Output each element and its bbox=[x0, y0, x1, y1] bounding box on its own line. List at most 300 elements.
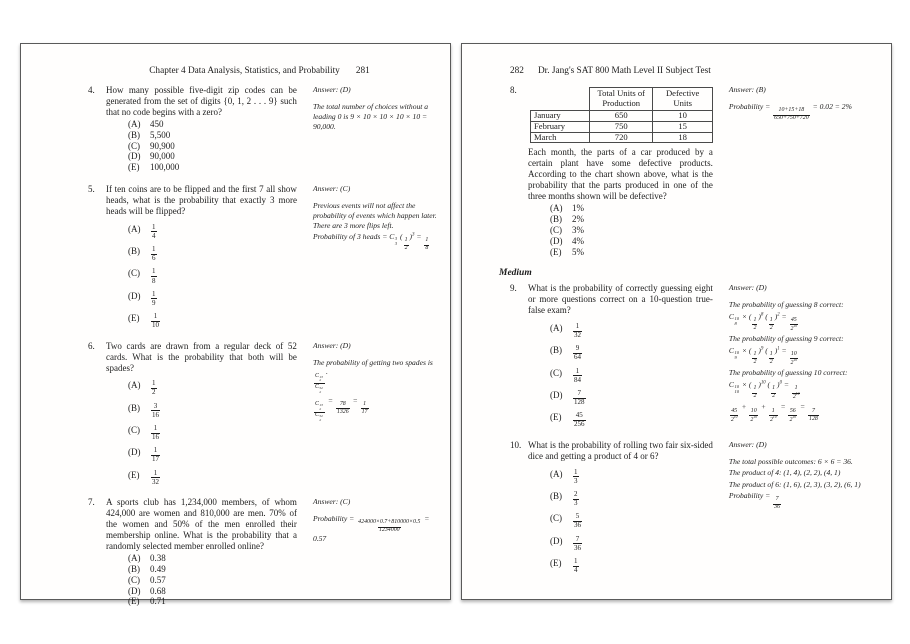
choice bbox=[128, 218, 297, 240]
choice-label: (D) bbox=[550, 390, 563, 401]
fraction-denominator: C 52 2 bbox=[314, 383, 323, 394]
choice-value bbox=[150, 375, 158, 397]
fraction-numerator: 1 bbox=[152, 379, 156, 388]
fraction-denominator: 3 bbox=[574, 476, 578, 485]
fraction-denominator: 8 bbox=[152, 276, 156, 285]
fraction-denominator: 2 bbox=[769, 324, 773, 331]
choice-label: (C) bbox=[128, 574, 140, 585]
table-cell: March bbox=[531, 132, 590, 143]
table-header-cell: Defective Units bbox=[653, 88, 712, 111]
choice bbox=[128, 240, 297, 262]
fraction bbox=[790, 352, 799, 367]
question-body bbox=[106, 341, 307, 487]
fraction-denominator: 36 bbox=[774, 504, 781, 511]
table-cell: 720 bbox=[590, 132, 653, 143]
choice-value: 0.57 bbox=[150, 574, 166, 585]
question-body bbox=[528, 85, 723, 257]
fraction-numerator: 1 bbox=[363, 400, 367, 407]
superscript: 10 bbox=[734, 316, 739, 322]
fraction-numerator: 1 bbox=[772, 385, 776, 392]
question-main bbox=[499, 440, 723, 575]
page-281 bbox=[20, 43, 451, 607]
fraction bbox=[404, 238, 409, 252]
subscript: 2 bbox=[319, 406, 322, 411]
choice-label: (C) bbox=[550, 367, 562, 378]
question-4 bbox=[77, 85, 442, 173]
choice bbox=[128, 419, 297, 441]
answer-line: Previous events will not affect the probability of events which happen later. There are 3 more flips left. bbox=[312, 200, 437, 230]
fraction-numerator: 7 bbox=[811, 407, 815, 414]
fraction-denominator: $2^{10}$ bbox=[790, 357, 798, 366]
fraction-numerator: 2 bbox=[574, 490, 578, 499]
fraction bbox=[788, 409, 797, 424]
answer-line: C 10 10 × ( $\frac{1}{2}$ )$^{10}$ ( $\frac{1}{2}$ )$^0$ = $\frac{1}{2^{10}}$ bbox=[728, 379, 800, 400]
choice bbox=[550, 384, 713, 406]
fraction-denominator: 17 bbox=[152, 455, 160, 464]
answer-line: C 13 2 C 52 2 = $\frac{78}{1326}$ = $\frac{1}{17}$ bbox=[314, 395, 368, 422]
fraction-numerator: 78 bbox=[339, 400, 346, 407]
answer-column bbox=[307, 85, 442, 173]
fraction bbox=[773, 497, 781, 511]
choice-value bbox=[572, 530, 583, 552]
fraction-numerator: 1 bbox=[574, 467, 578, 476]
choice-value: 450 bbox=[150, 118, 164, 129]
fraction-numerator: 1 bbox=[574, 557, 578, 566]
subscript: 3 bbox=[394, 240, 398, 246]
choice-label: (E) bbox=[128, 162, 140, 173]
question-body bbox=[106, 184, 307, 330]
superscript: 3 bbox=[394, 236, 398, 242]
choice-value: 3% bbox=[572, 224, 584, 235]
subscript: 2 bbox=[319, 417, 322, 422]
fraction-denominator: 2 bbox=[753, 393, 757, 399]
choice-value: 90,900 bbox=[150, 140, 175, 151]
choice-label: (E) bbox=[128, 596, 140, 607]
table-header-cell: Total Units of Production bbox=[590, 88, 653, 111]
fraction-numerator: 1 bbox=[152, 222, 156, 231]
fraction-numerator: 1 bbox=[152, 289, 156, 298]
answer-column bbox=[723, 85, 885, 257]
fraction-denominator: 2 bbox=[152, 388, 156, 397]
fraction-numerator: 45 bbox=[790, 317, 797, 324]
question-number: 8. bbox=[510, 85, 517, 95]
choice bbox=[550, 236, 713, 246]
subscript: 9 bbox=[734, 354, 737, 360]
choices bbox=[106, 218, 297, 329]
fraction-numerator: 10 bbox=[750, 407, 757, 414]
choice bbox=[128, 162, 297, 172]
fraction-denominator: $2^{10}$ bbox=[792, 392, 800, 400]
answer-column bbox=[307, 341, 442, 487]
choice bbox=[128, 575, 297, 585]
fraction-denominator: 2 bbox=[404, 245, 408, 252]
fraction bbox=[749, 409, 758, 424]
choice-value bbox=[572, 317, 583, 339]
choice-value: 5% bbox=[572, 246, 584, 257]
fraction bbox=[151, 447, 160, 463]
superscript: 10 bbox=[734, 384, 739, 390]
question-number: 4. bbox=[88, 85, 95, 95]
question-7 bbox=[77, 497, 442, 607]
choice-value bbox=[572, 340, 583, 362]
choice-value bbox=[572, 485, 580, 507]
choice-value bbox=[572, 384, 587, 406]
fraction bbox=[151, 403, 160, 419]
subscript: 2 bbox=[319, 378, 322, 383]
sub-sup-index bbox=[734, 385, 739, 394]
choice-value bbox=[572, 407, 587, 429]
choice-value: 90,000 bbox=[150, 151, 175, 162]
choice-value bbox=[150, 263, 158, 285]
choices bbox=[106, 119, 297, 173]
choice-label: (C) bbox=[128, 268, 140, 279]
question-number: 6. bbox=[88, 340, 95, 351]
sub-sup-index bbox=[319, 376, 323, 383]
question-5 bbox=[77, 184, 442, 330]
choice bbox=[550, 362, 713, 384]
choice-value: 0.71 bbox=[150, 596, 166, 607]
fraction-numerator: 5 bbox=[575, 512, 580, 521]
answer-label: Answer: (B) bbox=[728, 85, 766, 94]
choice bbox=[550, 463, 713, 485]
page-number: 281 bbox=[355, 66, 370, 76]
fraction-denominator: 2 bbox=[769, 358, 773, 365]
fraction-denominator: $2^{10}$ bbox=[789, 414, 797, 423]
choice-value: 100,000 bbox=[150, 162, 180, 173]
section-label-medium: Medium bbox=[499, 268, 532, 279]
fraction-denominator: 64 bbox=[574, 353, 582, 362]
fraction bbox=[573, 368, 582, 384]
fraction-numerator: 1 bbox=[404, 237, 408, 244]
choice-label: (C) bbox=[550, 224, 562, 235]
fraction-numerator: 1 bbox=[753, 351, 757, 358]
choice-label: (A) bbox=[128, 380, 141, 391]
question-main bbox=[499, 85, 723, 257]
question-main bbox=[77, 184, 307, 330]
fraction bbox=[151, 425, 160, 441]
table-cell: 18 bbox=[653, 132, 712, 143]
fraction bbox=[314, 374, 325, 394]
fraction-numerator: 1 bbox=[152, 245, 156, 254]
fraction-denominator: C 52 2 bbox=[314, 412, 323, 422]
choice-label: (A) bbox=[128, 553, 141, 564]
choice bbox=[128, 130, 297, 140]
choice-value bbox=[572, 362, 583, 384]
choice-label: (D) bbox=[128, 151, 141, 162]
answer-label: Answer: (D) bbox=[312, 340, 351, 350]
running-head-right-page bbox=[510, 66, 885, 76]
fraction bbox=[752, 352, 757, 366]
choice bbox=[550, 407, 713, 429]
fraction-denominator: 2 bbox=[753, 358, 757, 365]
choice-label: (C) bbox=[550, 513, 562, 524]
fraction-numerator: 7 bbox=[575, 534, 580, 543]
fraction bbox=[361, 402, 369, 416]
table-row bbox=[531, 121, 713, 132]
choice-label: (B) bbox=[550, 490, 562, 501]
table-row bbox=[531, 110, 713, 121]
choice bbox=[550, 225, 713, 235]
fraction bbox=[424, 238, 429, 252]
choice-label: (D) bbox=[128, 290, 141, 301]
choices bbox=[528, 317, 713, 428]
fraction-denominator: 1326 bbox=[336, 408, 349, 415]
fraction bbox=[573, 513, 582, 529]
choice bbox=[128, 553, 297, 563]
fraction-numerator: 7 bbox=[577, 389, 582, 398]
table-row bbox=[531, 132, 713, 143]
choice-label: (D) bbox=[128, 447, 141, 458]
choice bbox=[128, 442, 297, 464]
choice bbox=[550, 530, 713, 552]
choice bbox=[550, 214, 713, 224]
chapter-title: Chapter 4 Data Analysis, Statistics, and Probability bbox=[149, 66, 340, 76]
answer-line: C 10 9 × ( $\frac{1}{2}$ )$^9$ ( $\frac{1}{2}$ )$^1$ = $\frac{10}{2^{10}}$ bbox=[728, 345, 798, 366]
fraction-numerator: C 13 2 bbox=[314, 372, 323, 383]
choice-value bbox=[150, 307, 161, 329]
fraction bbox=[573, 491, 579, 507]
choice-label: (C) bbox=[128, 424, 140, 435]
choice bbox=[550, 552, 713, 574]
choice-label: (B) bbox=[128, 563, 140, 574]
choices bbox=[528, 463, 713, 574]
fraction bbox=[769, 409, 778, 424]
subscript: 10 bbox=[734, 388, 739, 394]
choice-label: (A) bbox=[550, 468, 563, 479]
choice-label: (B) bbox=[128, 246, 140, 257]
choice bbox=[128, 464, 297, 486]
answer-column bbox=[307, 497, 442, 607]
choice-value: 5,500 bbox=[150, 129, 171, 140]
fraction-denominator: 128 bbox=[809, 415, 818, 422]
question-number: 10. bbox=[510, 439, 522, 450]
choice-label: (C) bbox=[128, 140, 140, 151]
answer-line: The probability of guessing 9 correct: bbox=[728, 334, 844, 344]
fraction-denominator: 32 bbox=[574, 331, 582, 340]
choice-label: (B) bbox=[128, 402, 140, 413]
answer-column bbox=[307, 184, 442, 330]
answer-line: The probability of getting two spades is C 13 2 C 52 2 . bbox=[312, 357, 433, 394]
choices bbox=[106, 553, 297, 607]
choice bbox=[550, 317, 713, 339]
fraction-numerator: 45 bbox=[575, 411, 583, 420]
fraction bbox=[151, 313, 160, 329]
question-stem: What is the probability of rolling two fair six-sided dice and getting a product of 4 or 6? bbox=[528, 439, 713, 461]
answer-line: Probability of 3 heads = C 3 3 ( $\frac{1}{2}$ )$^3$ = $\frac{1}{8}$ bbox=[312, 232, 429, 252]
choice bbox=[128, 285, 297, 307]
choice-value: 1% bbox=[572, 203, 584, 214]
choice-value: 2% bbox=[572, 214, 584, 225]
answer-line: The probability of guessing 10 correct: bbox=[728, 368, 848, 378]
fraction bbox=[792, 386, 801, 401]
choice bbox=[550, 508, 713, 530]
answer-line: The total possible outcomes: 6 × 6 = 36. bbox=[728, 456, 853, 466]
answer-column bbox=[723, 283, 885, 429]
fraction bbox=[771, 386, 776, 400]
fraction-denominator: 2 bbox=[753, 324, 757, 331]
choice-label: (D) bbox=[550, 235, 563, 246]
fraction-denominator: 36 bbox=[574, 521, 582, 530]
choice-label: (A) bbox=[550, 203, 563, 214]
fraction-denominator: 8 bbox=[425, 245, 429, 252]
fraction-numerator: 45 bbox=[731, 407, 738, 414]
fraction-denominator: 4 bbox=[152, 231, 156, 240]
page-number: 282 bbox=[510, 66, 524, 76]
answer-column bbox=[723, 440, 885, 575]
choice-label: (A) bbox=[128, 118, 141, 129]
question-8 bbox=[499, 85, 885, 257]
fraction bbox=[752, 386, 757, 400]
fraction-numerator: 1 bbox=[575, 322, 580, 331]
answer-line: The probability of guessing 8 correct: bbox=[728, 300, 844, 310]
choice-label: (E) bbox=[128, 313, 140, 324]
choices bbox=[528, 203, 713, 257]
fraction-numerator: 1 bbox=[575, 366, 580, 375]
sub-sup-index bbox=[734, 351, 739, 360]
choice-value bbox=[572, 463, 580, 485]
subscript: 8 bbox=[734, 320, 737, 326]
sub-sup-index bbox=[319, 415, 323, 422]
table-corner-cell bbox=[531, 88, 590, 111]
question-stem: What is the probability of correctly guessing eight or more questions correct on a 10-question true-false exam? bbox=[528, 283, 713, 316]
choice bbox=[550, 247, 713, 257]
superscript: 52 bbox=[319, 414, 323, 419]
choice bbox=[128, 596, 297, 606]
choice-label: (A) bbox=[128, 223, 141, 234]
fraction bbox=[151, 380, 157, 396]
fraction-denominator: $2^{10}$ bbox=[790, 323, 798, 332]
choice bbox=[128, 375, 297, 397]
fraction-numerator: 3 bbox=[153, 401, 158, 410]
choice-label: (B) bbox=[128, 129, 140, 140]
fraction bbox=[336, 402, 350, 416]
choice-label: (B) bbox=[550, 214, 562, 225]
choice bbox=[128, 263, 297, 285]
answer-line: Probability = $\frac{7}{36}$ bbox=[728, 490, 781, 511]
question-main bbox=[77, 497, 307, 607]
table-cell: February bbox=[531, 121, 590, 132]
choice-label: (B) bbox=[550, 345, 562, 356]
fraction-numerator: 9 bbox=[575, 344, 580, 353]
choice-label: (E) bbox=[550, 557, 562, 568]
fraction-denominator: 32 bbox=[152, 477, 160, 486]
table-header-row bbox=[531, 88, 713, 111]
fraction bbox=[151, 224, 157, 240]
fraction-numerator: 56 bbox=[789, 407, 796, 414]
choice bbox=[128, 151, 297, 161]
answer-line: $\frac{45}{2^{10}}$ + $\frac{10}{2^{10}}$ + $\frac{1}{2^{10}}$ = $\frac{56}{2^{10}}$ = $\frac{7}{128}$ bbox=[730, 402, 818, 423]
fraction-numerator: C 13 2 bbox=[314, 400, 323, 411]
answer-line: C 10 8 × ( $\frac{1}{2}$ )$^8$ ( $\frac{1}{2}$ )$^2$ = $\frac{45}{2^{10}}$ bbox=[728, 311, 798, 332]
subscript: 2 bbox=[319, 389, 322, 394]
table-cell: 650 bbox=[590, 110, 653, 121]
sub-sup-index bbox=[319, 387, 323, 394]
choice-label: (A) bbox=[550, 323, 563, 334]
fraction bbox=[151, 291, 157, 307]
fraction bbox=[752, 318, 757, 332]
fraction-denominator: $2^{10}$ bbox=[730, 414, 738, 423]
fraction-denominator: 256 bbox=[574, 420, 585, 429]
production-table bbox=[530, 87, 713, 143]
fraction bbox=[769, 318, 774, 332]
answer-label: Answer: (C) bbox=[312, 497, 351, 507]
question-number: 7. bbox=[88, 497, 95, 508]
question-stem: Each month, the parts of a car produced by a certain plant have some defective products. According to the chart shown above, what is the probability that the parts produced in one of the three months shown will be defective? bbox=[528, 147, 713, 202]
fraction-denominator: 650+750+720 bbox=[774, 115, 809, 122]
answer-label: Answer: (C) bbox=[312, 184, 351, 194]
question-body bbox=[528, 440, 723, 575]
question-main bbox=[77, 85, 307, 173]
answer-line: Probability = $\frac{10+15+18}{650+750+720}$ = 0.02 = 2% bbox=[728, 101, 852, 122]
fraction-numerator: 1 bbox=[153, 424, 158, 433]
answer-line: The total number of choices without a leading 0 is 9 × 10 × 10 × 10 × 10 = 90,000. bbox=[312, 101, 429, 131]
sub-sup-index bbox=[734, 317, 739, 326]
fraction-denominator: 36 bbox=[574, 543, 582, 552]
fraction-numerator: 1 bbox=[425, 237, 429, 244]
superscript: 10 bbox=[734, 350, 739, 356]
choice-label: (E) bbox=[550, 412, 562, 423]
superscript: 13 bbox=[319, 374, 323, 379]
fraction-numerator: 7 bbox=[775, 496, 779, 503]
choice bbox=[128, 397, 297, 419]
question-number: 5. bbox=[88, 184, 95, 195]
fraction-numerator: 1 bbox=[771, 407, 775, 414]
choice-value: 0.38 bbox=[150, 553, 166, 564]
fraction-denominator: $2^{10}$ bbox=[750, 414, 758, 423]
fraction bbox=[790, 318, 799, 333]
table-cell: 10 bbox=[653, 110, 712, 121]
table-cell: January bbox=[531, 110, 590, 121]
fraction-denominator: 3 bbox=[574, 499, 578, 508]
choice-value: 0.68 bbox=[150, 585, 166, 596]
choice bbox=[550, 340, 713, 362]
fraction bbox=[573, 390, 586, 406]
fraction-numerator: 1 bbox=[153, 312, 158, 321]
fraction bbox=[573, 469, 579, 485]
question-stem: If ten coins are to be flipped and the first 7 all show heads, what is the probability that exactly 3 more heads will be flipped? bbox=[106, 184, 297, 217]
fraction-numerator: 1 bbox=[794, 385, 798, 392]
choice-value bbox=[150, 419, 161, 441]
choice-value bbox=[150, 218, 158, 240]
fraction bbox=[573, 323, 582, 339]
fraction bbox=[573, 412, 586, 428]
question-number: 9. bbox=[510, 283, 517, 294]
fraction bbox=[151, 268, 157, 284]
fraction-denominator: 10 bbox=[152, 321, 160, 330]
book-title: Dr. Jang's SAT 800 Math Level II Subject Test bbox=[537, 66, 711, 76]
choice-value bbox=[150, 397, 161, 419]
choice bbox=[128, 564, 297, 574]
choice-value bbox=[150, 464, 161, 486]
choice-label: (D) bbox=[550, 535, 563, 546]
choice bbox=[550, 203, 713, 213]
fraction-numerator: 1 bbox=[753, 385, 757, 392]
question-body bbox=[106, 85, 307, 173]
question-body bbox=[106, 497, 307, 607]
question-main bbox=[499, 283, 723, 429]
answer-label: Answer: (D) bbox=[728, 439, 767, 449]
fraction-numerator: 10+15+18 bbox=[778, 107, 805, 114]
fraction-denominator: 2 bbox=[772, 393, 776, 399]
question-stem: How many possible five-digit zip codes can be generated from the set of digits {0, 1, 2 . . . 9} such that no code begins with a zero? bbox=[106, 85, 297, 117]
fraction bbox=[151, 246, 157, 262]
choice-value: 0.49 bbox=[150, 563, 166, 574]
fraction bbox=[808, 409, 819, 423]
fraction-denominator: 84 bbox=[574, 375, 582, 384]
fraction-numerator: 10 bbox=[790, 351, 797, 358]
fraction-denominator: 16 bbox=[152, 433, 160, 442]
choice-value bbox=[150, 442, 161, 464]
